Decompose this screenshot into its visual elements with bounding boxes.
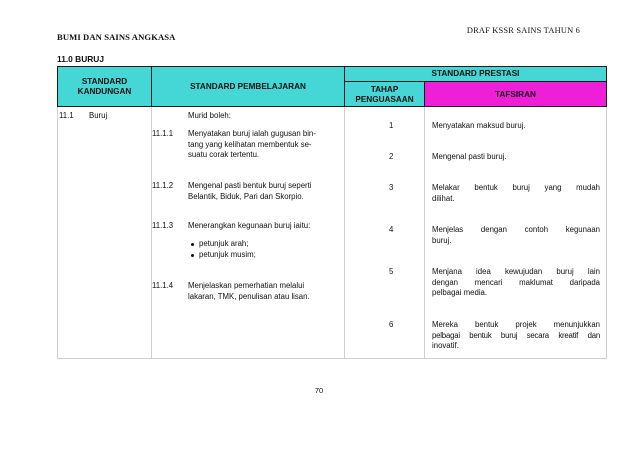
header-standard-prestasi: [344, 66, 607, 82]
grid-line: [57, 358, 607, 359]
pembelajaran-bullet-item: petunjuk musim;: [199, 250, 256, 259]
tafsiran-line: dilihat.: [432, 193, 455, 203]
pembelajaran-line: Menyatakan buruj ialah gugusan bin-: [188, 129, 316, 138]
tahap-level: 1: [389, 121, 394, 130]
header-tahap-penguasaan: [344, 81, 425, 107]
bullet-icon: [191, 254, 194, 257]
tafsiran-line: Menjana idea kewujudan buruj lain: [432, 267, 600, 276]
header-standard-kandungan-line1: STANDARD: [81, 77, 128, 86]
section-title: 11.0 BURUJ: [57, 54, 105, 64]
tahap-level: 6: [389, 320, 394, 329]
pembelajaran-line: tang yang kelihatan membentuk se-: [188, 139, 312, 149]
tafsiran-text: [432, 267, 600, 299]
tahap-level: 3: [389, 183, 394, 192]
pembelajaran-code: 11.1.4: [152, 281, 174, 290]
grid-line: [424, 107, 425, 359]
header-standard-pembelajaran: [151, 66, 345, 107]
pembelajaran-line: Menerangkan kegunaan buruj iaitu:: [188, 221, 311, 230]
header-standard-kandungan: [57, 66, 152, 107]
pembelajaran-line: suatu corak tertentu.: [188, 150, 260, 159]
pembelajaran-line: Belantik, Biduk, Pari dan Skorpio.: [188, 191, 304, 201]
kandungan-code: 11.1: [59, 111, 74, 120]
pembelajaran-text: [188, 129, 342, 161]
grid-line: [57, 107, 58, 359]
pembelajaran-code: 11.1.3: [152, 221, 174, 230]
tafsiran-text: [432, 225, 600, 246]
header-tafsiran-label: TAFSIRAN: [495, 90, 536, 99]
header-standard-prestasi-label: STANDARD PRESTASI: [431, 69, 520, 78]
kandungan-name: Buruj: [89, 111, 108, 120]
pembelajaran-text: [188, 181, 342, 202]
header-tahap-line2: PENGUASAAN: [355, 95, 414, 104]
pembelajaran-code: 11.1.2: [152, 181, 174, 190]
tahap-level: 4: [389, 225, 394, 234]
running-header-right: DRAF KSSR SAINS TAHUN 6: [466, 26, 580, 35]
tafsiran-line: pelbagai media.: [432, 288, 488, 297]
tafsiran-line: Mengenal pasti buruj.: [432, 152, 507, 161]
page-number: 70: [314, 386, 324, 395]
tafsiran-line: dengan mencari maklumat daripada: [432, 277, 600, 287]
pembelajaran-bullet-item: petunjuk arah;: [199, 239, 249, 248]
pembelajaran-code: 11.1.1: [152, 129, 174, 138]
grid-line: [151, 107, 152, 359]
tahap-level: 2: [389, 152, 394, 161]
tafsiran-line: Melakar bentuk buruj yang mudah: [432, 183, 600, 192]
header-standard-pembelajaran-label: STANDARD PEMBELAJARAN: [190, 82, 306, 91]
pembelajaran-line: Mengenal pasti bentuk buruj seperti: [188, 181, 312, 190]
tafsiran-text: [432, 183, 600, 204]
header-standard-kandungan-line2: KANDUNGAN: [77, 87, 132, 96]
bullet-icon: [191, 243, 194, 246]
tafsiran-line: buruj.: [432, 235, 452, 245]
grid-line: [606, 107, 607, 359]
tafsiran-text: [432, 320, 600, 352]
tafsiran-line: Menjelas dengan contoh kegunaan: [432, 225, 600, 234]
tafsiran-text: [432, 152, 604, 163]
grid-line: [344, 107, 345, 359]
tafsiran-line: Menyatakan maksud buruj.: [432, 121, 526, 130]
tahap-level: 5: [389, 267, 394, 276]
tafsiran-line: inovatif.: [432, 341, 459, 350]
pembelajaran-intro: Murid boleh:: [188, 111, 231, 120]
header-tahap-line1: TAHAP: [370, 85, 399, 94]
tafsiran-line: pelbagai bentuk buruj secara kreatif dan: [432, 330, 600, 340]
running-header-left: BUMI DAN SAINS ANGKASA: [57, 32, 176, 42]
pembelajaran-text: [188, 281, 342, 302]
pembelajaran-line: Menjelaskan pemerhatian melalui: [188, 281, 305, 290]
pembelajaran-line: lakaran, TMK, penulisan atau lisan.: [188, 291, 310, 301]
tafsiran-line: Mereka bentuk projek menunjukkan: [432, 320, 600, 329]
tafsiran-text: [432, 121, 604, 132]
pembelajaran-text: [188, 221, 342, 232]
header-tafsiran: [424, 81, 607, 107]
